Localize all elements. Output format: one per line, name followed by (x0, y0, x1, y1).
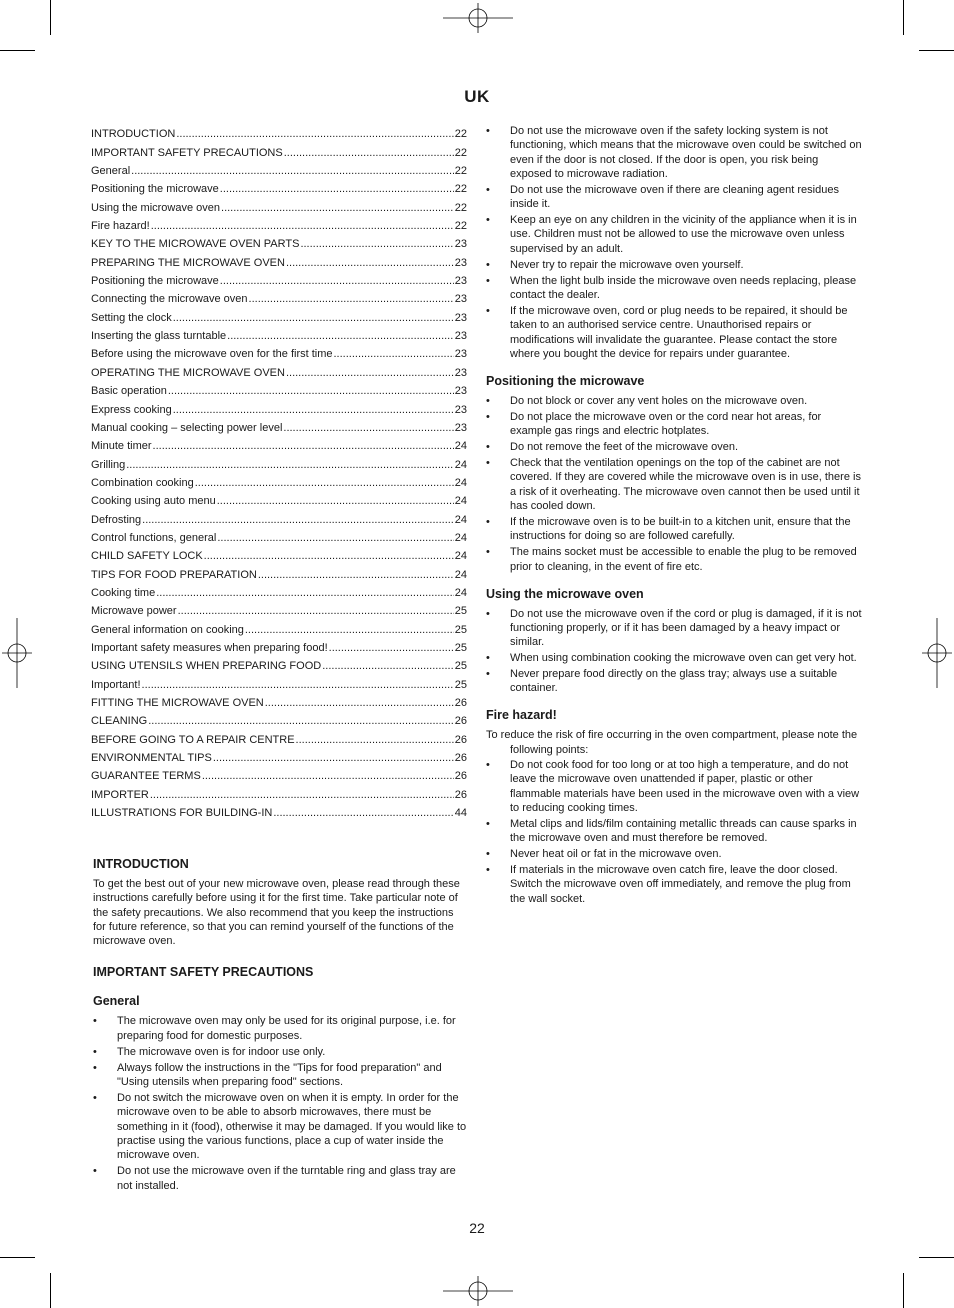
list-item: • Never try to repair the microwave oven yourself. (486, 258, 862, 272)
toc-entry (91, 563, 467, 581)
toc-entry (91, 472, 467, 490)
crop-mark (903, 0, 904, 35)
toc-entry-page: 25 (454, 623, 467, 636)
list-item: • If materials in the microwave oven catch fire, leave the door closed. Switch the microwave oven off immediately, and remove the plug from the wall socket. (486, 863, 862, 906)
toc-entry-page: 22 (454, 146, 467, 159)
toc-leader-dots (148, 715, 454, 728)
toc-entry-page: 22 (454, 201, 467, 214)
toc-entry-title: ILLUSTRATIONS FOR BUILDING-IN (91, 807, 273, 820)
toc-entry (91, 123, 467, 141)
toc-leader-dots (220, 275, 454, 288)
list-item: • Never prepare food directly on the glass tray; always use a suitable container. (486, 667, 862, 696)
toc-entry-page: 23 (454, 421, 467, 434)
toc-leader-dots (176, 128, 453, 141)
list-item: • Do not cook food for too long or at too high a temperature, and do not leave the microwave oven unattended if paper, plastic or other flammable materials have been used in the microwave oven with a view to reducing cooking times. (486, 758, 862, 815)
list-item: • Do not remove the feet of the microwave oven. (486, 440, 862, 454)
toc-entry-page: 25 (454, 678, 467, 691)
language-code: UK (464, 87, 490, 106)
introduction-heading: INTRODUCTION (93, 857, 189, 871)
list-item: • Do not block or cover any vent holes on the microwave oven. (486, 394, 862, 408)
toc-leader-dots (151, 220, 454, 233)
list-item: • Do not switch the microwave oven on when it is empty. In order for the microwave oven to be able to absorb microwaves, there must be something in it (food), otherwise it may be damaged. If you would like to practise using the various functions, place a cup of water inside the microwave oven. (93, 1091, 467, 1162)
toc-entry-page: 23 (454, 311, 467, 324)
list-item: • When using combination cooking the microwave oven can get very hot. (486, 651, 862, 665)
crop-mark (50, 1273, 51, 1308)
toc-entry (91, 380, 467, 398)
toc-entry-title: Setting the clock (91, 311, 172, 324)
toc-entry (91, 343, 467, 361)
toc-leader-dots (221, 202, 454, 215)
introduction-text: To get the best out of your new microwave oven, please read through these instructions carefully before using it for the first time. Take particular note of the safety precautions. We also recommend that you keep the instructions for future reference, so that you can remind yourself of the functions of the microwave oven. (93, 878, 460, 948)
toc-entry-title: USING UTENSILS WHEN PREPARING FOOD (91, 660, 322, 673)
list-item: • Metal clips and lids/film containing metallic threads can cause sparks in the microwave oven and must therefore be removed. (486, 817, 862, 846)
toc-leader-dots (126, 459, 454, 472)
toc-entry (91, 802, 467, 820)
toc-entry-title: Control functions, general (91, 531, 217, 544)
toc-entry (91, 527, 467, 545)
positioning-list (486, 394, 862, 574)
toc-entry-title: ENVIRONMENTAL TIPS (91, 752, 212, 765)
toc-entry-page: 26 (454, 788, 467, 801)
toc-leader-dots (195, 477, 454, 490)
toc-entry-title: BEFORE GOING TO A REPAIR CENTRE (91, 733, 295, 746)
toc-entry (91, 582, 467, 600)
toc-entry-page: 24 (454, 550, 467, 563)
list-item: • Do not use the microwave oven if there are cleaning agent residues inside it. (486, 183, 862, 212)
toc-entry (91, 783, 467, 801)
table-of-contents (91, 123, 467, 820)
toc-entry-page: 23 (454, 238, 467, 251)
toc-entry (91, 618, 467, 636)
toc-entry-title: OPERATING THE MICROWAVE OVEN (91, 366, 285, 379)
toc-entry-title: PREPARING THE MICROWAVE OVEN (91, 256, 285, 269)
toc-entry-title: TIPS FOR FOOD PREPARATION (91, 568, 257, 581)
toc-entry-page: 26 (454, 752, 467, 765)
general-list-continued (486, 124, 862, 361)
fire-hazard-heading: Fire hazard! (486, 708, 557, 723)
toc-leader-dots (334, 348, 454, 361)
toc-entry-title: Cooking using auto menu (91, 495, 216, 508)
toc-leader-dots (300, 238, 453, 251)
toc-entry-page: 23 (454, 256, 467, 269)
toc-entry-title: IMPORTANT SAFETY PRECAUTIONS (91, 146, 283, 159)
toc-entry-page: 22 (454, 220, 467, 233)
list-item: • Keep an eye on any children in the vicinity of the appliance when it is in use. Children must not be allowed to use the microwave oven unless supervised by an adult. (486, 213, 862, 256)
toc-entry-title: Defrosting (91, 513, 142, 526)
toc-entry (91, 765, 467, 783)
toc-entry-page: 23 (454, 293, 467, 306)
toc-leader-dots (322, 660, 454, 673)
toc-leader-dots (286, 367, 454, 380)
toc-leader-dots (142, 679, 454, 692)
toc-entry (91, 417, 467, 435)
toc-entry (91, 141, 467, 159)
toc-leader-dots (245, 624, 454, 637)
toc-entry-page: 24 (454, 513, 467, 526)
toc-entry (91, 215, 467, 233)
toc-entry-page: 44 (454, 807, 467, 820)
toc-entry-page: 25 (454, 660, 467, 673)
toc-entry-page: 22 (454, 183, 467, 196)
toc-leader-dots (213, 752, 454, 765)
toc-entry-page: 23 (454, 275, 467, 288)
toc-entry-title: Express cooking (91, 403, 172, 416)
toc-entry (91, 251, 467, 269)
toc-entry-page: 24 (454, 458, 467, 471)
toc-entry (91, 673, 467, 691)
list-item: • When the light bulb inside the microwave oven needs replacing, please contact the dealer. (486, 274, 862, 303)
toc-entry-title: Cooking time (91, 586, 156, 599)
toc-entry-title: Fire hazard! (91, 220, 150, 233)
fire-hazard-list (486, 758, 862, 906)
toc-leader-dots (178, 605, 454, 618)
toc-entry-page: 26 (454, 715, 467, 728)
toc-leader-dots (249, 293, 454, 306)
toc-entry-page: 24 (454, 531, 467, 544)
toc-entry-title: CLEANING (91, 715, 148, 728)
list-item: • Never heat oil or fat in the microwave oven. (486, 847, 862, 861)
list-item: • Do not use the microwave oven if the turntable ring and glass tray are not installed. (93, 1164, 467, 1193)
toc-entry-title: General information on cooking (91, 623, 244, 636)
toc-leader-dots (217, 495, 454, 508)
toc-entry (91, 655, 467, 673)
toc-leader-dots (227, 330, 454, 343)
toc-entry (91, 160, 467, 178)
toc-entry (91, 306, 467, 324)
toc-leader-dots (265, 697, 454, 710)
toc-leader-dots (284, 147, 454, 160)
toc-entry-page: 24 (454, 476, 467, 489)
registration-mark-icon (922, 618, 952, 688)
toc-entry (91, 288, 467, 306)
toc-entry (91, 710, 467, 728)
list-item: • Always follow the instructions in the "Tips for food preparation" and "Using utensils when preparing food" sections. (93, 1061, 467, 1090)
list-item: • The microwave oven is for indoor use only. (93, 1045, 467, 1059)
toc-entry-page: 22 (454, 128, 467, 141)
toc-leader-dots (156, 587, 454, 600)
list-item: • The mains socket must be accessible to enable the plug to be removed prior to cleaning, in the event of fire etc. (486, 545, 862, 574)
toc-entry-page: 23 (454, 385, 467, 398)
general-heading: General (93, 994, 140, 1009)
registration-mark-icon (443, 3, 513, 33)
toc-entry-page: 26 (454, 733, 467, 746)
toc-leader-dots (142, 514, 454, 527)
toc-entry-title: General (91, 165, 131, 178)
toc-leader-dots (258, 569, 454, 582)
toc-entry-title: IMPORTER (91, 788, 149, 801)
toc-entry (91, 545, 467, 563)
toc-leader-dots (273, 807, 453, 820)
toc-entry-title: Microwave power (91, 605, 177, 618)
toc-entry (91, 270, 467, 288)
toc-entry (91, 196, 467, 214)
toc-leader-dots (204, 550, 454, 563)
toc-entry-title: FITTING THE MICROWAVE OVEN (91, 697, 264, 709)
toc-leader-dots (150, 789, 454, 802)
toc-entry-page: 23 (454, 348, 467, 361)
crop-mark (903, 1273, 904, 1308)
crop-mark (0, 50, 35, 51)
toc-leader-dots (202, 770, 454, 783)
using-heading: Using the microwave oven (486, 586, 644, 601)
toc-entry-title: Connecting the microwave oven (91, 293, 248, 306)
list-item: • Do not use the microwave oven if the cord or plug is damaged, if it is not functioning properly, or if it has been damaged by a heavy impact or similar. (486, 607, 862, 650)
general-list (93, 1014, 467, 1192)
crop-mark (0, 1257, 35, 1258)
toc-entry-title: Inserting the glass turntable (91, 330, 227, 343)
toc-entry-page: 24 (454, 568, 467, 581)
using-list (486, 607, 862, 696)
positioning-heading: Positioning the microwave (486, 373, 645, 388)
toc-leader-dots (217, 532, 453, 545)
toc-leader-dots (153, 440, 454, 453)
toc-entry (91, 398, 467, 416)
toc-entry-page: 23 (454, 330, 467, 343)
toc-entry-page: 24 (454, 495, 467, 508)
safety-heading: IMPORTANT SAFETY PRECAUTIONS (93, 965, 314, 980)
toc-entry-title: Using the microwave oven (91, 201, 221, 214)
toc-entry-title: INTRODUCTION (91, 128, 176, 141)
toc-entry-page: 23 (454, 403, 467, 416)
toc-entry-title: Grilling (91, 458, 126, 471)
toc-entry (91, 728, 467, 746)
toc-leader-dots (296, 734, 454, 747)
toc-entry-title: Positioning the microwave (91, 183, 219, 196)
toc-entry-title: Combination cooking (91, 476, 194, 489)
toc-entry (91, 361, 467, 379)
list-item: • Check that the ventilation openings on the top of the cabinet are not covered. If they are covered while the microwave oven is in use, there is a risk of it overheating. The microwave oven cannot then be used until it has cooled down. (486, 456, 862, 513)
toc-entry-page: 22 (454, 165, 467, 178)
toc-entry-page: 25 (454, 641, 467, 654)
toc-entry-page: 23 (454, 366, 467, 379)
toc-entry (91, 692, 467, 710)
toc-entry (91, 600, 467, 618)
toc-entry-title: Manual cooking – selecting power level (91, 421, 283, 434)
toc-leader-dots (173, 312, 454, 325)
toc-entry-title: Minute timer (91, 440, 152, 453)
toc-leader-dots (220, 183, 454, 196)
toc-entry (91, 490, 467, 508)
registration-mark-icon (443, 1276, 513, 1306)
toc-leader-dots (131, 165, 454, 178)
toc-entry-page: 24 (454, 586, 467, 599)
list-item: • If the microwave oven is to be built-in to a kitchen unit, ensure that the instructions for doing so are followed carefully. (486, 515, 862, 544)
list-item: • Do not use the microwave oven if the safety locking system is not functioning, which means that the microwave oven could be switched on even if the door is not closed. If the door is open, you risk being exposed to microwave radiation. (486, 124, 862, 181)
toc-entry-title: Basic operation (91, 385, 167, 398)
list-item: • The microwave oven may only be used for its original purpose, i.e. for preparing food for domestic purposes. (93, 1014, 467, 1043)
toc-entry-page: 26 (454, 770, 467, 783)
toc-entry (91, 508, 467, 526)
toc-leader-dots (329, 642, 454, 655)
page-number: 22 (469, 1220, 485, 1236)
toc-leader-dots (173, 404, 454, 417)
list-item: • If the microwave oven, cord or plug needs to be repaired, it should be taken to an authorised service centre. Unauthorised repairs or modifications will invalidate the guarantee. Please contact the store where you bought the device for repairs under guarantee. (486, 304, 862, 361)
toc-leader-dots (286, 257, 454, 270)
toc-entry (91, 453, 467, 471)
toc-entry-title: KEY TO THE MICROWAVE OVEN PARTS (91, 238, 300, 251)
toc-entry-title: GUARANTEE TERMS (91, 770, 201, 783)
toc-entry (91, 435, 467, 453)
crop-mark (919, 50, 954, 51)
toc-leader-dots (283, 422, 453, 435)
toc-entry (91, 178, 467, 196)
toc-entry-title: Before using the microwave oven for the first time (91, 348, 333, 361)
toc-entry-page: 25 (454, 605, 467, 618)
toc-entry (91, 233, 467, 251)
left-column (93, 856, 467, 1194)
toc-entry-title: Important safety measures when preparing food! (91, 641, 328, 654)
toc-entry-page: 24 (454, 440, 467, 453)
toc-entry (91, 325, 467, 343)
crop-mark (50, 0, 51, 35)
toc-leader-dots (168, 385, 454, 398)
crop-mark (919, 1257, 954, 1258)
toc-entry (91, 637, 467, 655)
toc-entry-title: Positioning the microwave (91, 275, 219, 288)
right-column (486, 124, 862, 908)
toc-entry-title: CHILD SAFETY LOCK (91, 550, 203, 563)
toc-entry-page: 26 (454, 697, 467, 709)
registration-mark-icon (2, 618, 32, 688)
toc-entry (91, 747, 467, 765)
fire-hazard-intro: To reduce the risk of fire occurring in the oven compartment, please note the following points: (486, 729, 858, 756)
toc-entry-title: Important! (91, 678, 141, 691)
list-item: • Do not place the microwave oven or the cord near hot areas, for example gas rings and electric hotplates. (486, 410, 862, 439)
